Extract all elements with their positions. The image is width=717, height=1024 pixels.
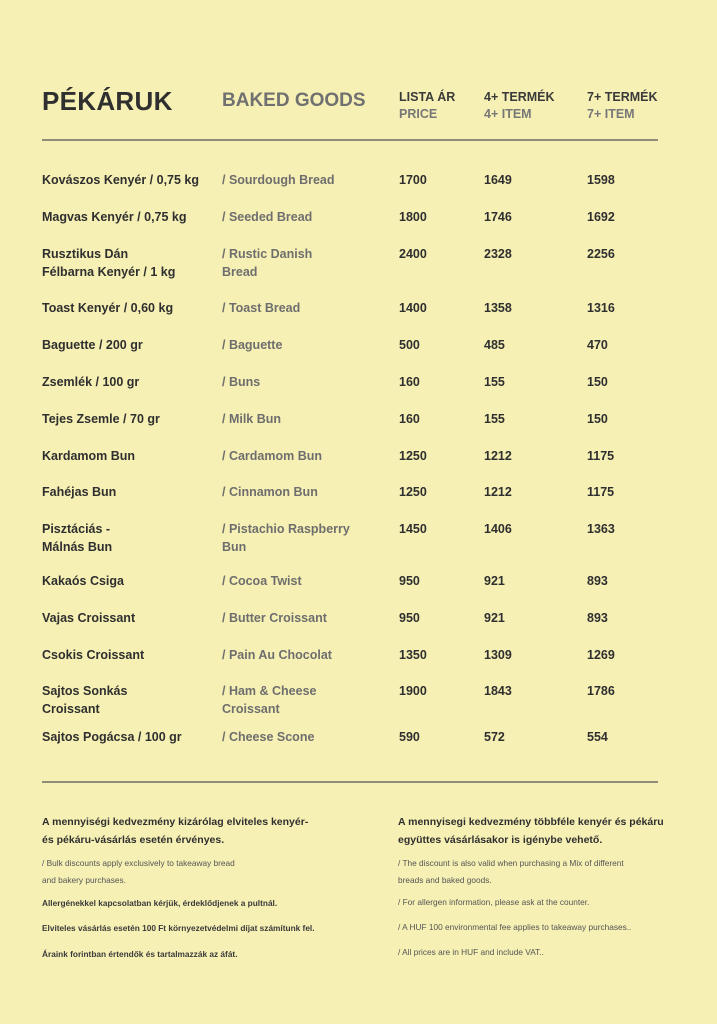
item-price-4plus: 155 [484,412,505,426]
item-name-hu: Magvas Kenyér / 0,75 kg [42,210,187,224]
table-row [0,209,717,249]
item-name-en: / Sourdough Bread [222,173,335,187]
table-row [0,573,717,613]
item-name-hu: Rusztikus Dán Félbarna Kenyér / 1 kg [42,247,176,279]
item-name-en: / Rustic Danish Bread [222,247,313,279]
item-price-4plus: 2328 [484,247,512,261]
vat-note-hu: Áraink forintban értendők és tartalmazzák az áfát. [42,949,238,959]
item-price-4plus: 1843 [484,684,512,698]
item-price-7plus: 1786 [587,684,615,698]
col-header-7plus-en: 7+ ITEM [587,107,635,121]
allergen-note-hu: Allergénekkel kapcsolatban kérjük, érdeklődjenek a pultnál. [42,898,278,908]
item-price-7plus: 150 [587,375,608,389]
item-name-hu: Kovászos Kenyér / 0,75 kg [42,173,200,187]
item-price-7plus: 2256 [587,247,615,261]
mix-discount-note-en: / The discount is also valid when purchasing a Mix of different breads and baked goods. [398,858,624,885]
item-name-en: / Ham & Cheese Croissant [222,684,317,716]
item-name-hu: Baguette / 200 gr [42,338,143,352]
col-header-price [399,89,455,123]
item-name-hu: Sajtos Pogácsa / 100 gr [42,730,182,744]
table-row [0,610,717,650]
item-price: 160 [399,412,420,426]
item-price-4plus: 1309 [484,648,512,662]
table-row [0,246,717,286]
table-row [0,647,717,687]
item-name-hu: Vajas Croissant [42,611,136,625]
item-price: 1250 [399,449,427,463]
item-price-4plus: 485 [484,338,505,352]
item-price-4plus: 1406 [484,522,512,536]
item-name-hu: Fahéjas Bun [42,485,117,499]
item-price: 950 [399,574,420,588]
item-name-hu: Zsemlék / 100 gr [42,375,140,389]
item-price: 1400 [399,301,427,315]
page-title-en: BAKED GOODS [222,90,366,111]
item-price: 1800 [399,210,427,224]
item-price-4plus: 572 [484,730,505,744]
vat-note-en: / All prices are in HUF and include VAT.. [398,947,544,957]
item-name-en: / Pistachio Raspberry Bun [222,522,350,554]
item-name-en: / Cheese Scone [222,730,315,744]
item-name-hu: Tejes Zsemle / 70 gr [42,412,160,426]
item-name-hu: Csokis Croissant [42,648,145,662]
item-price: 160 [399,375,420,389]
fee-note-en: / A HUF 100 environmental fee applies to takeaway purchases.. [398,922,632,932]
fee-note-hu: Elviteles vásárlás esetén 100 Ft környezetvédelmi díjat számítunk fel. [42,923,315,933]
mix-discount-note-hu: A mennyisegi kedvezmény többféle kenyér és pékáru együttes vásárlásakor is igénybe vehető. [398,816,664,846]
page-title-hu: PÉKÁRUK [42,86,173,116]
item-name-en: / Buns [222,375,261,389]
item-name-en: / Cocoa Twist [222,574,302,588]
item-price-4plus: 921 [484,574,505,588]
allergen-note-en: / For allergen information, please ask at the counter. [398,897,590,907]
table-row [0,521,717,561]
table-row [0,448,717,488]
item-name-en: / Butter Croissant [222,611,327,625]
item-price: 590 [399,730,420,744]
col-header-price-hu: LISTA ÁR [399,90,456,104]
item-name-en: / Cardamom Bun [222,449,323,463]
item-name-en: / Milk Bun [222,412,282,426]
footer-divider [42,781,658,783]
item-price: 1250 [399,485,427,499]
item-name-en: / Baguette [222,338,283,352]
col-header-7plus-hu: 7+ TERMÉK [587,90,658,104]
item-price: 500 [399,338,420,352]
col-header-price-en: PRICE [399,107,438,121]
table-row [0,337,717,377]
item-name-en: / Cinnamon Bun [222,485,318,499]
bulk-discount-note-en: / Bulk discounts apply exclusively to takeaway bread and bakery purchases. [42,858,235,885]
item-price-7plus: 1598 [587,173,615,187]
item-price-7plus: 1363 [587,522,615,536]
item-name-en: / Pain Au Chocolat [222,648,332,662]
item-price: 2400 [399,247,427,261]
item-price-7plus: 150 [587,412,608,426]
item-price-4plus: 1649 [484,173,512,187]
item-name-en: / Seeded Bread [222,210,313,224]
item-name-hu: Pisztáciás - Málnás Bun [42,522,113,554]
item-price-4plus: 921 [484,611,505,625]
table-row [0,683,717,723]
item-name-hu: Kardamom Bun [42,449,136,463]
item-name-hu: Sajtos Sonkás Croissant [42,684,128,716]
item-price-7plus: 893 [587,611,608,625]
item-price-7plus: 1316 [587,301,615,315]
item-price: 1700 [399,173,427,187]
item-name-en: / Toast Bread [222,301,301,315]
item-name-hu: Kakaós Csiga [42,574,124,588]
col-header-7plus [587,89,658,123]
item-price: 1350 [399,648,427,662]
bulk-discount-note-hu: A mennyiségi kedvezmény kizárólag elviteles kenyér- és pékáru-vásárlás esetén érvényes. [42,816,309,846]
header-divider [42,139,658,141]
table-row [0,300,717,340]
item-price-7plus: 1175 [587,485,615,499]
col-header-4plus-en: 4+ ITEM [484,107,532,121]
item-price-7plus: 470 [587,338,608,352]
item-price-7plus: 1175 [587,449,615,463]
item-name-hu: Toast Kenyér / 0,60 kg [42,301,174,315]
item-price-4plus: 1212 [484,449,512,463]
item-price-4plus: 1358 [484,301,512,315]
table-row [0,484,717,524]
item-price-4plus: 155 [484,375,505,389]
table-row [0,172,717,212]
item-price-7plus: 554 [587,730,608,744]
item-price: 1450 [399,522,427,536]
item-price-7plus: 1692 [587,210,615,224]
item-price-4plus: 1212 [484,485,512,499]
col-header-4plus-hu: 4+ TERMÉK [484,90,555,104]
item-price-7plus: 893 [587,574,608,588]
table-row [0,729,717,769]
col-header-4plus [484,89,555,123]
item-price-7plus: 1269 [587,648,615,662]
item-price: 1900 [399,684,427,698]
table-row [0,411,717,451]
item-price-4plus: 1746 [484,210,512,224]
table-row [0,374,717,414]
item-price: 950 [399,611,420,625]
